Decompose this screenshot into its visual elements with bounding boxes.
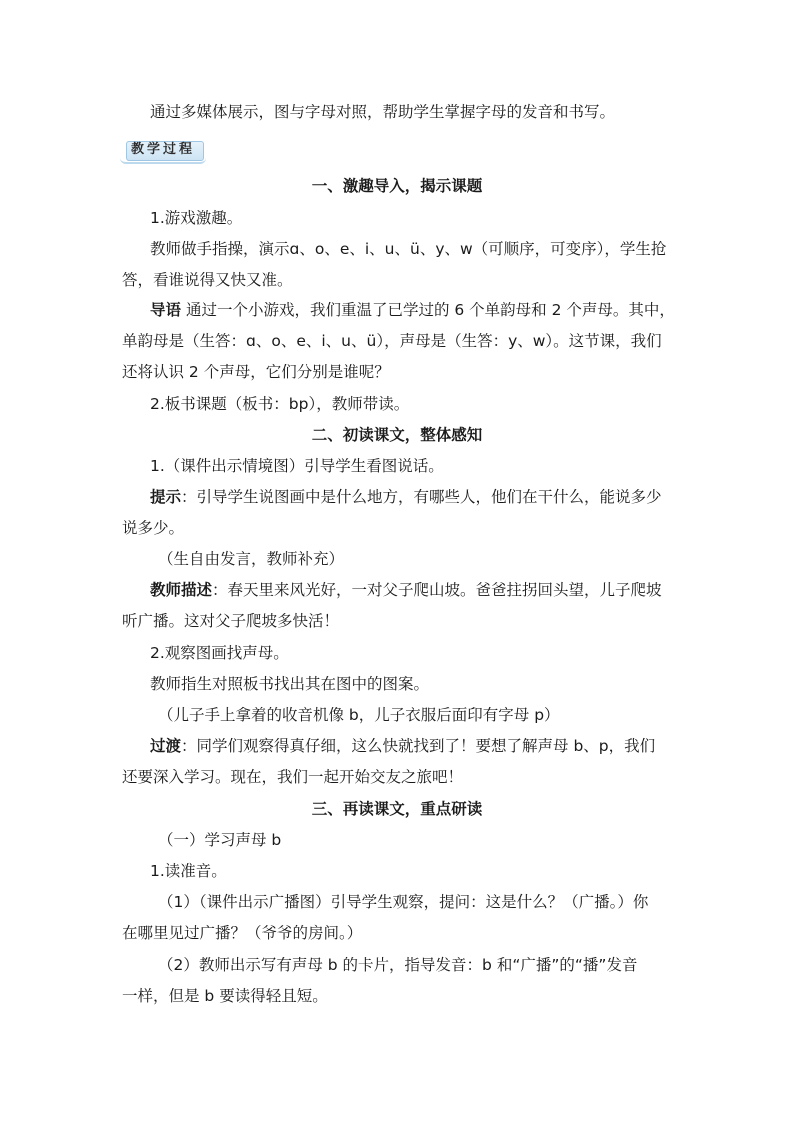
s3-step-2-line-2: 一样，但是 b 要读得轻且短。 [122,987,328,1005]
s2-hint-line-2: 说多少。 [122,519,185,537]
badge-label: 教学过程 [130,142,195,157]
s3-subsection: （一）学习声母 b [158,831,282,849]
s3-step-1-line-2: 在哪里见过广播？（爷爷的房间。） [122,924,363,942]
guide-text: 通过一个小游戏，我们重温了已学过的 6 个单韵母和 2 个声母。其中， [181,301,675,319]
section-3-title: 三、再读课文，重点研读 [311,800,483,818]
s2-item-2: 2.观察图画找声母。 [150,644,289,662]
s1-guide-line-3: 还将认识 2 个声母，它们分别是谁呢？ [122,363,390,381]
s1-guide-line-2: 单韵母是（生答：ɑ、o、e、i、u、ü），声母是（生答：y、w）。这节课，我们 [122,332,662,350]
hint-text: ：引导学生说图画中是什么地方，有哪些人，他们在干什么，能说多少 [181,488,662,506]
s3-step-1-line-1: （1）（课件出示广播图）引导学生观察，提问：这是什么？（广播。）你 [158,893,649,911]
s3-step-2-line-1: （2）教师出示写有声母 b 的卡片，指导发音：b 和“广播”的“播”发音 [158,956,638,974]
s2-note: （生自由发言，教师补充） [158,550,345,568]
s2-instruction: 教师指生对照板书找出其在图中的图案。 [150,675,430,693]
guide-label: 导语 [150,301,182,319]
s1-item-2: 2.板书课题（板书：bp），教师带读。 [150,395,410,413]
s1-item-1: 1.游戏激趣。 [150,209,243,227]
description-text: ：春天里来风光好，一对父子爬山坡。爸爸拄拐回头望，儿子爬坡 [212,581,662,599]
hint-label: 提示 [150,488,182,506]
s3-item-1: 1.读准音。 [150,862,227,880]
intro-paragraph: 通过多媒体展示，图与字母对照，帮助学生掌握字母的发音和书写。 [150,103,616,121]
transition-text: ：同学们观察得真仔细，这么快就找到了！要想了解声母 b、p，我们 [181,737,656,755]
s2-transition-line-1 [150,736,655,756]
section-badge [118,136,208,164]
s2-item-1: 1.（课件出示情境图）引导学生看图说话。 [150,457,444,475]
section-2-title: 二、初读课文，整体感知 [311,426,483,444]
s1-paragraph-2-line-2: 答，看谁说得又快又准。 [122,271,293,289]
s2-answer-note: （儿子手上拿着的收音机像 b，儿子衣服后面印有字母 p） [158,706,560,724]
s2-hint-line-1 [150,487,662,507]
section-1-title: 一、激趣导入，揭示课题 [311,177,483,195]
s2-description-line-1 [150,580,662,600]
s1-guide-line-1 [150,300,675,320]
s2-description-line-2: 听广播。这对父子爬坡多快活！ [122,612,340,630]
transition-label: 过渡 [150,737,182,755]
s2-transition-line-2: 还要深入学习。现在，我们一起开始交友之旅吧！ [122,768,464,786]
description-label: 教师描述 [150,581,213,599]
s1-paragraph-2-line-1: 教师做手指操，演示ɑ、o、e、i、u、ü、y、w（可顺序，可变序），学生抢 [150,240,667,258]
